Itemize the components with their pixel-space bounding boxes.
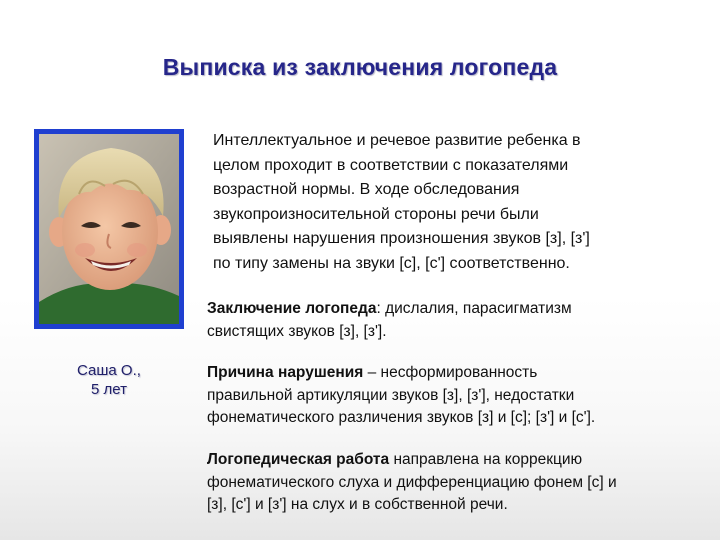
work-text: фонематического слуха и дифференциацию фонем [с] и	[207, 473, 617, 491]
cause-heading: Причина нарушения	[207, 364, 364, 381]
cause-paragraph	[207, 362, 712, 430]
conclusion-heading: Заключение логопеда	[207, 300, 377, 317]
work-text: направлена на коррекцию	[389, 451, 583, 468]
conclusion-paragraph	[207, 298, 712, 343]
photo-caption	[34, 361, 184, 399]
work-heading: Логопедическая работа	[207, 451, 390, 468]
page-title: Выписка из заключения логопеда	[162, 54, 558, 80]
child-photo	[34, 129, 184, 329]
child-portrait-photo-icon	[39, 134, 179, 324]
conclusion-text: свистящих звуков [з], [з'].	[207, 322, 387, 340]
intro-line: возрастной нормы. В ходе обследования	[213, 181, 520, 198]
intro-paragraph	[213, 129, 713, 276]
cause-text: фонематического различения звуков [з] и [с]; [з'] и [с'].	[207, 409, 596, 426]
intro-line: целом проходит в соответствии с показателями	[213, 156, 569, 174]
work-paragraph	[207, 449, 712, 517]
cause-text: – несформированность	[363, 364, 538, 381]
cause-text: правильной артикуляции звуков [з], [з'], недостатки	[207, 386, 575, 404]
intro-line: Интеллектуальное и речевое развитие ребенка в	[213, 132, 581, 149]
intro-line: по типу замены на звуки [с], [с'] соответственно.	[213, 254, 570, 272]
intro-line: звукопроизносительной стороны речи были	[213, 205, 539, 223]
work-text: [з], [с'] и [з'] на слух и в собственной речи.	[207, 496, 508, 513]
conclusion-text: : дислалия, парасигматизм	[376, 300, 572, 317]
caption-name: Саша О.,	[77, 362, 141, 379]
intro-line: выявлены нарушения произношения звуков [з], [з']	[213, 230, 590, 247]
caption-age: 5 лет	[91, 381, 127, 398]
